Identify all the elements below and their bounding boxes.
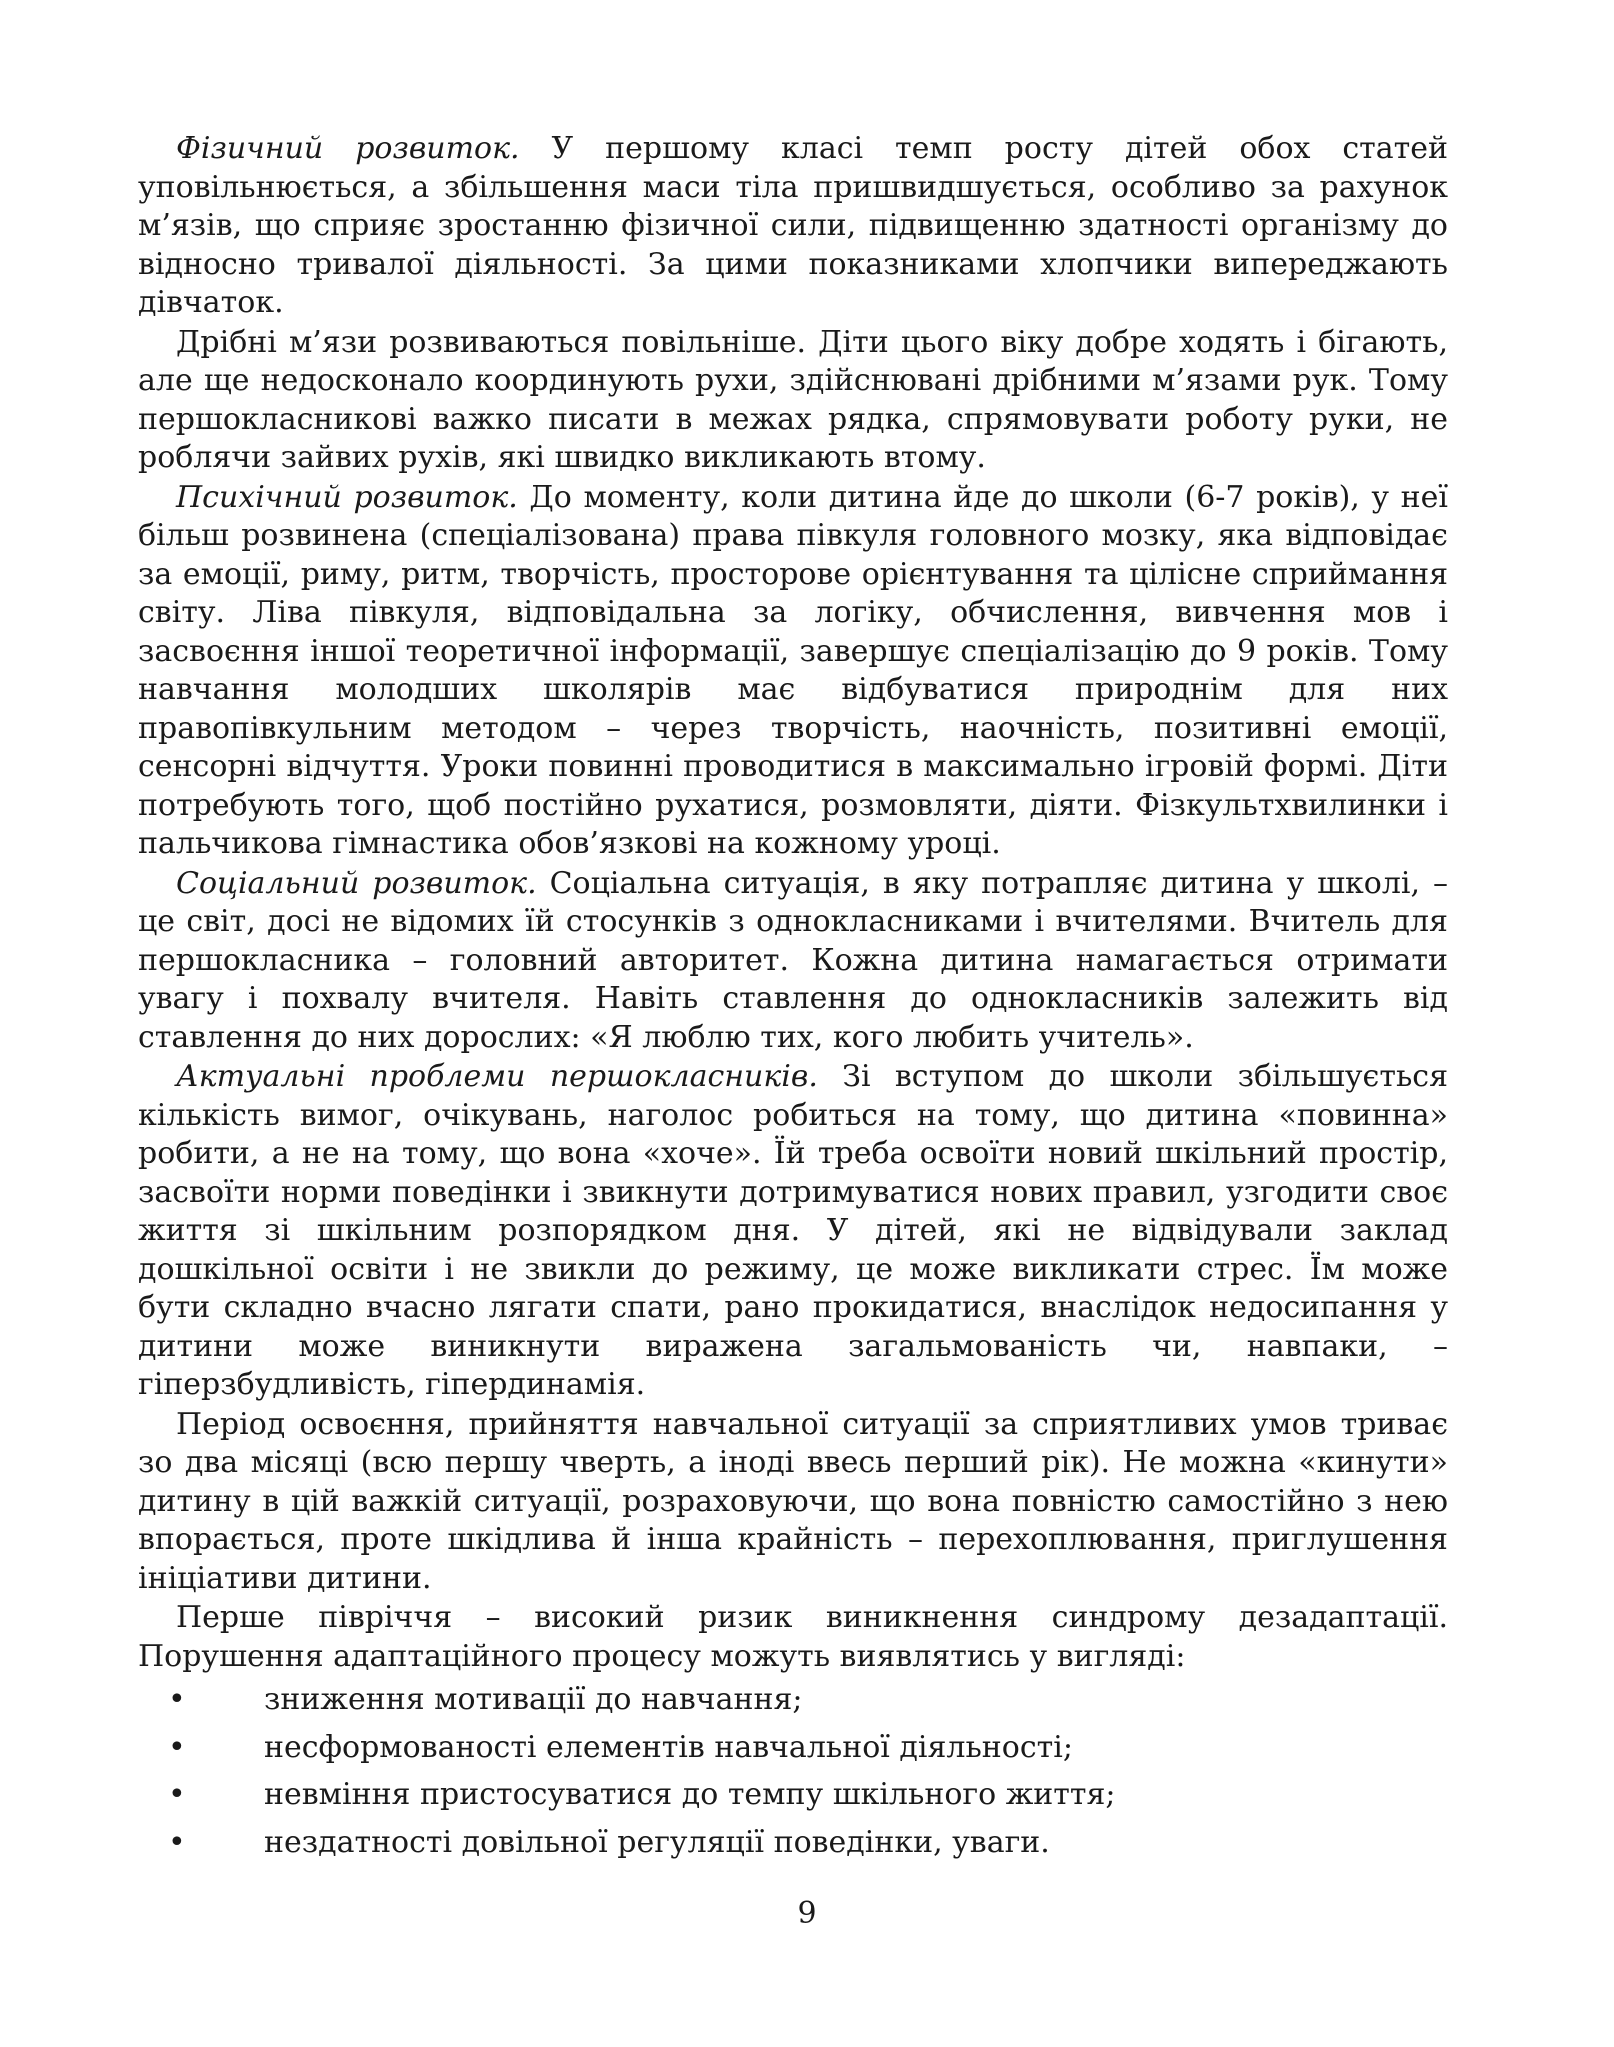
- paragraph-text: Соціальна ситуація, в яку потрапляє дитина у школі, – це світ, досі не відомих їй стосунків з однокласниками і вчителями. Вчитель для першокласника – головний авторитет. Кожна дитина намагається отримати увагу і похвалу вчителя. Навіть ставлення до однокласників залежить від ставлення до них дорослих: «Я люблю тих, кого любить учитель».: [138, 865, 1448, 1055]
- paragraph-text: Дрібні м’язи розвиваються повільніше. Діти цього віку добре ходять і бігають, але ще недосконало координують рухи, здійснювані дрібними м’язами рук. Тому першокласникові важко писати в межах рядка, спрямовувати роботу руки, не роблячи зайвих рухів, які швидко викликають втому.: [138, 324, 1448, 475]
- paragraph-first-half-year: [138, 1599, 1448, 1676]
- bullet-icon: •: [168, 1824, 186, 1860]
- list-item-text: невміння пристосуватися до темпу шкільного життя;: [264, 1777, 1116, 1812]
- paragraph-actual-problems: [138, 1058, 1448, 1405]
- paragraph-small-muscles: [138, 324, 1448, 478]
- paragraph-mental-development: [138, 479, 1448, 864]
- paragraph-text: Зі вступом до школи збільшується кількість вимог, очікувань, наголос робиться на тому, що дитина «повинна» робити, а не на тому, що вона «хоче». Їй треба освоїти новий шкільний простір, засвоїти норми поведінки і звикнути дотримуватися нових правил, узгодити своє життя зі шкільним розпорядком дня. У дітей, які не відвідували заклад дошкільної освіти і не звикли до режиму, це може викликати стрес. Їм може бути складно вчасно лягати спати, рано прокидатися, внаслідок недосипання у дитини може виникнути виражена загальмованість чи, навпаки, – гіперзбудливість, гіпердинамія.: [138, 1059, 1449, 1402]
- list-item-text: нездатності довільної регуляції поведінки, уваги.: [264, 1824, 1050, 1860]
- list-item: [138, 1681, 1448, 1720]
- bullet-icon: •: [168, 1777, 186, 1812]
- paragraph-lead: Фізичний розвиток.: [176, 131, 520, 166]
- page-number: 9: [797, 1896, 817, 1931]
- paragraph-text: Період освоєння, прийняття навчальної ситуації за сприятливих умов триває зо два місяці (всю першу чверть, а іноді ввесь перший рік). Не можна «кинути» дитину в цій важкій ситуації, розраховуючи, що вона повністю самостійно з нею впорається, проте шкідлива й інша крайність – перехоплювання, приглушення ініціативи дитини.: [138, 1406, 1448, 1596]
- bullet-icon: •: [168, 1682, 186, 1717]
- list-item-text: несформованості елементів навчальної діяльності;: [264, 1729, 1073, 1765]
- page-body: [138, 130, 1448, 1871]
- list-item-text: зниження мотивації до навчання;: [264, 1682, 803, 1717]
- paragraph-lead: Актуальні проблеми першокласників.: [176, 1059, 818, 1094]
- paragraph-lead: Соціальний розвиток.: [176, 865, 537, 901]
- paragraph-text: До моменту, коли дитина йде до школи (6-7 років), у неї більш розвинена (спеціалізована) права півкуля головного мозку, яка відповідає за емоції, риму, ритм, творчість, просторове орієнтування та цілісне сприймання світу. Ліва півкуля, відповідальна за логіку, обчислення, вивчення мов і засвоєння іншої теоретичної інформації, завершує спеціалізацію до 9 років. Тому навчання молодших школярів має відбуватися природнім для них правопівкульним методом – через творчість, наочність, позитивні емоції, сенсорні відчуття. Уроки повинні проводитися в максимально ігровій формі. Діти потребують того, щоб постійно рухатися, розмовляти, діяти. Фізкультхвилинки і пальчикова гімнастика обов’язкові на кожному уроці.: [138, 479, 1448, 861]
- paragraph-adaptation-period: [138, 1406, 1448, 1599]
- list-item: [138, 1776, 1448, 1815]
- bullet-icon: •: [168, 1729, 186, 1765]
- paragraph-lead: Психічний розвиток.: [176, 479, 518, 515]
- paragraph-text: У першому класі темп росту дітей обох статей уповільнюється, а збільшення маси тіла пришвидшується, особливо за рахунок м’язів, що сприяє зростанню фізичної сили, підвищенню здатності організму до відносно тривалої діяльності. За цими показниками хлопчики випереджають дівчаток.: [138, 131, 1449, 320]
- paragraph-social-development: [138, 865, 1448, 1058]
- paragraph-text: Перше півріччя – високий ризик виникнення синдрому дезадаптації. Порушення адаптаційного процесу можуть виявлятись у вигляді:: [138, 1600, 1448, 1674]
- maladaptation-signs-list: [138, 1681, 1448, 1862]
- list-item: [138, 1824, 1448, 1863]
- paragraph-physical-development: [138, 130, 1448, 323]
- list-item: [138, 1729, 1448, 1768]
